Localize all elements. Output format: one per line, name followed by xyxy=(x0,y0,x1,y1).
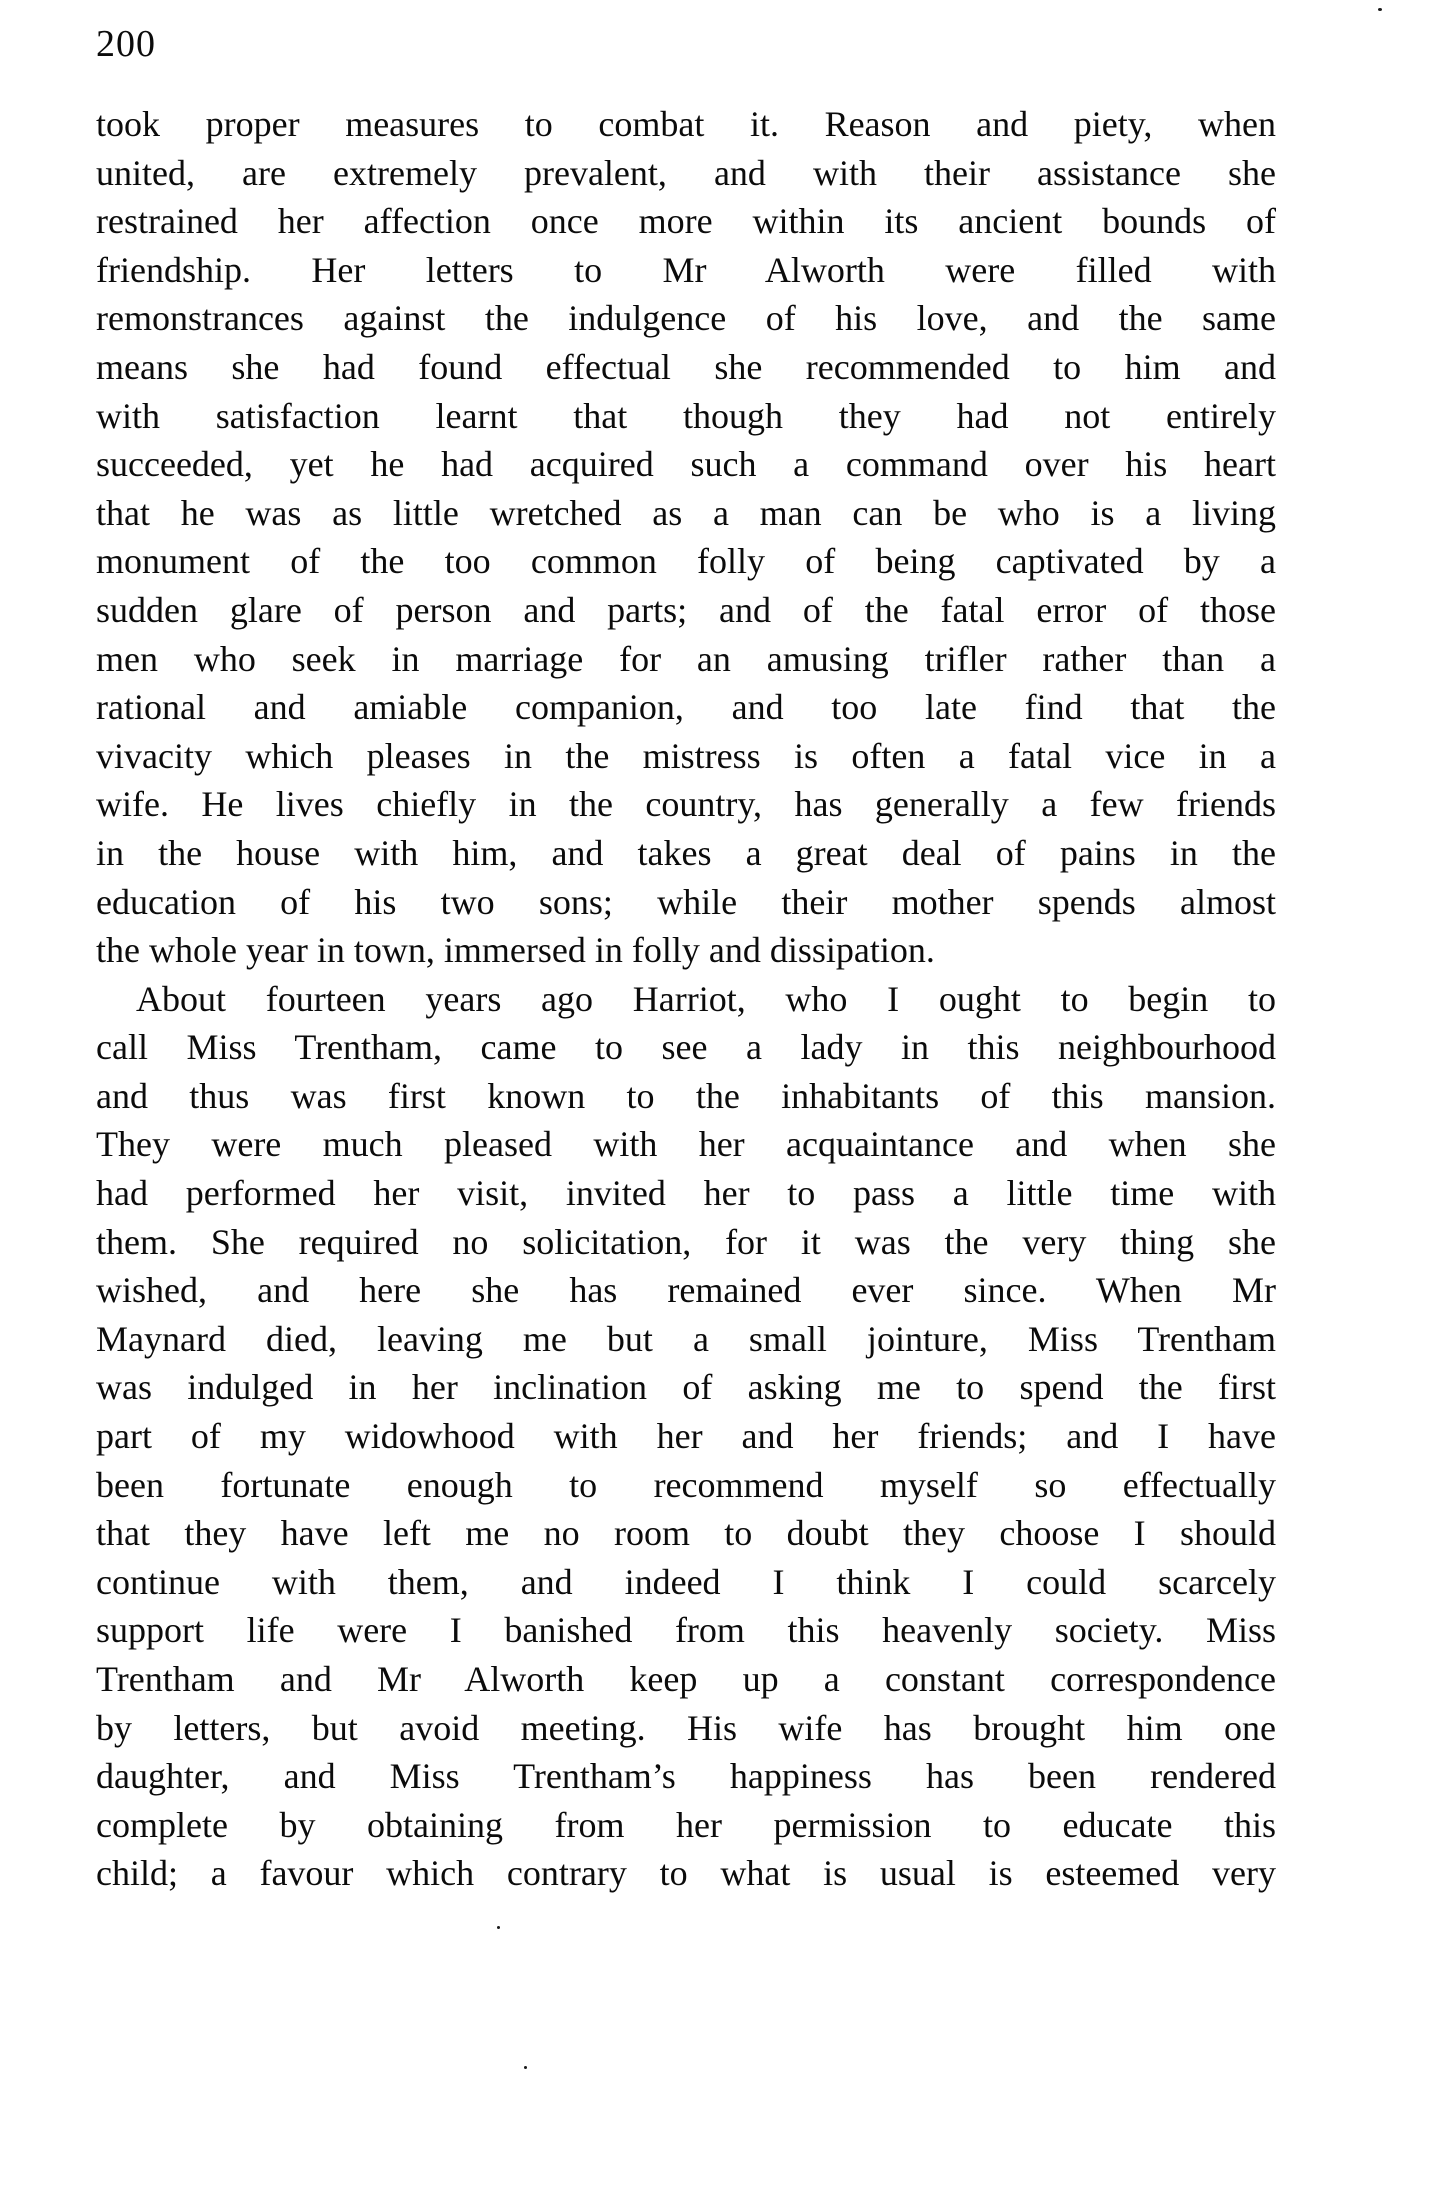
text-line: restrained her affection once more within its ancient bounds of xyxy=(96,201,1276,242)
text-line: rational and amiable companion, and too late find that the xyxy=(96,687,1276,728)
text-line: part of my widowhood with her and her friends; and I have xyxy=(96,1416,1276,1457)
text-line: united, are extremely prevalent, and with their assistance she xyxy=(96,152,1276,193)
scan-speck xyxy=(497,1926,500,1929)
text-line: them. She required no solicitation, for it was the very thing she xyxy=(96,1221,1276,1262)
text-line: monument of the too common folly of being captivated by a xyxy=(96,541,1276,582)
text-line: took proper measures to combat it. Reason and piety, when xyxy=(96,104,1276,144)
paragraph xyxy=(96,975,1276,1898)
text-line: means she had found effectual she recommended to him and xyxy=(96,346,1276,387)
text-line: was indulged in her inclination of asking me to spend the first xyxy=(96,1367,1276,1408)
text-line: and thus was first known to the inhabitants of this mansion. xyxy=(96,1075,1276,1116)
text-line: men who seek in marriage for an amusing trifler rather than a xyxy=(96,638,1276,679)
scan-speck xyxy=(1378,8,1382,11)
text-line: About fourteen years ago Harriot, who I ought to begin to xyxy=(136,978,1276,1019)
text-line: in the house with him, and takes a great deal of pains in the xyxy=(96,832,1276,873)
page-number: 200 xyxy=(96,23,156,65)
body-text xyxy=(96,100,1276,1898)
text-line: by letters, but avoid meeting. His wife has brought him one xyxy=(96,1707,1276,1748)
text-line: been fortunate enough to recommend myself so effectually xyxy=(96,1464,1276,1505)
paragraph xyxy=(96,100,1276,975)
text-line: wife. He lives chiefly in the country, has generally a few friends xyxy=(96,784,1276,825)
text-line: complete by obtaining from her permission to educate this xyxy=(96,1804,1276,1845)
text-line: They were much pleased with her acquaintance and when she xyxy=(96,1124,1276,1165)
text-line: Trentham and Mr Alworth keep up a constant correspondence xyxy=(96,1659,1276,1699)
text-line: that he was as little wretched as a man can be who is a living xyxy=(96,492,1276,533)
text-line: succeeded, yet he had acquired such a command over his heart xyxy=(96,444,1276,485)
text-line: sudden glare of person and parts; and of the fatal error of those xyxy=(96,589,1276,630)
text-line: friendship. Her letters to Mr Alworth were filled with xyxy=(96,249,1276,290)
text-line: the whole year in town, immersed in folly and dissipation. xyxy=(96,930,935,971)
text-line: daughter, and Miss Trentham’s happiness has been rendered xyxy=(96,1756,1276,1797)
text-line: call Miss Trentham, came to see a lady in this neighbourhood xyxy=(96,1027,1276,1068)
text-line: child; a favour which contrary to what is usual is esteemed very xyxy=(96,1853,1276,1894)
text-line: with satisfaction learnt that though they had not entirely xyxy=(96,395,1276,436)
text-line: support life were I banished from this heavenly society. Miss xyxy=(96,1610,1276,1651)
text-line: that they have left me no room to doubt they choose I should xyxy=(96,1513,1276,1554)
text-line: continue with them, and indeed I think I could scarcely xyxy=(96,1561,1276,1602)
text-line: vivacity which pleases in the mistress is often a fatal vice in a xyxy=(96,735,1276,776)
text-line: remonstrances against the indulgence of his love, and the same xyxy=(96,298,1276,339)
text-line: education of his two sons; while their mother spends almost xyxy=(96,881,1276,922)
text-line: had performed her visit, invited her to pass a little time with xyxy=(96,1173,1276,1214)
scan-speck xyxy=(524,2066,527,2069)
text-line: wished, and here she has remained ever since. When Mr xyxy=(96,1270,1276,1311)
text-line: Maynard died, leaving me but a small jointure, Miss Trentham xyxy=(96,1318,1276,1359)
